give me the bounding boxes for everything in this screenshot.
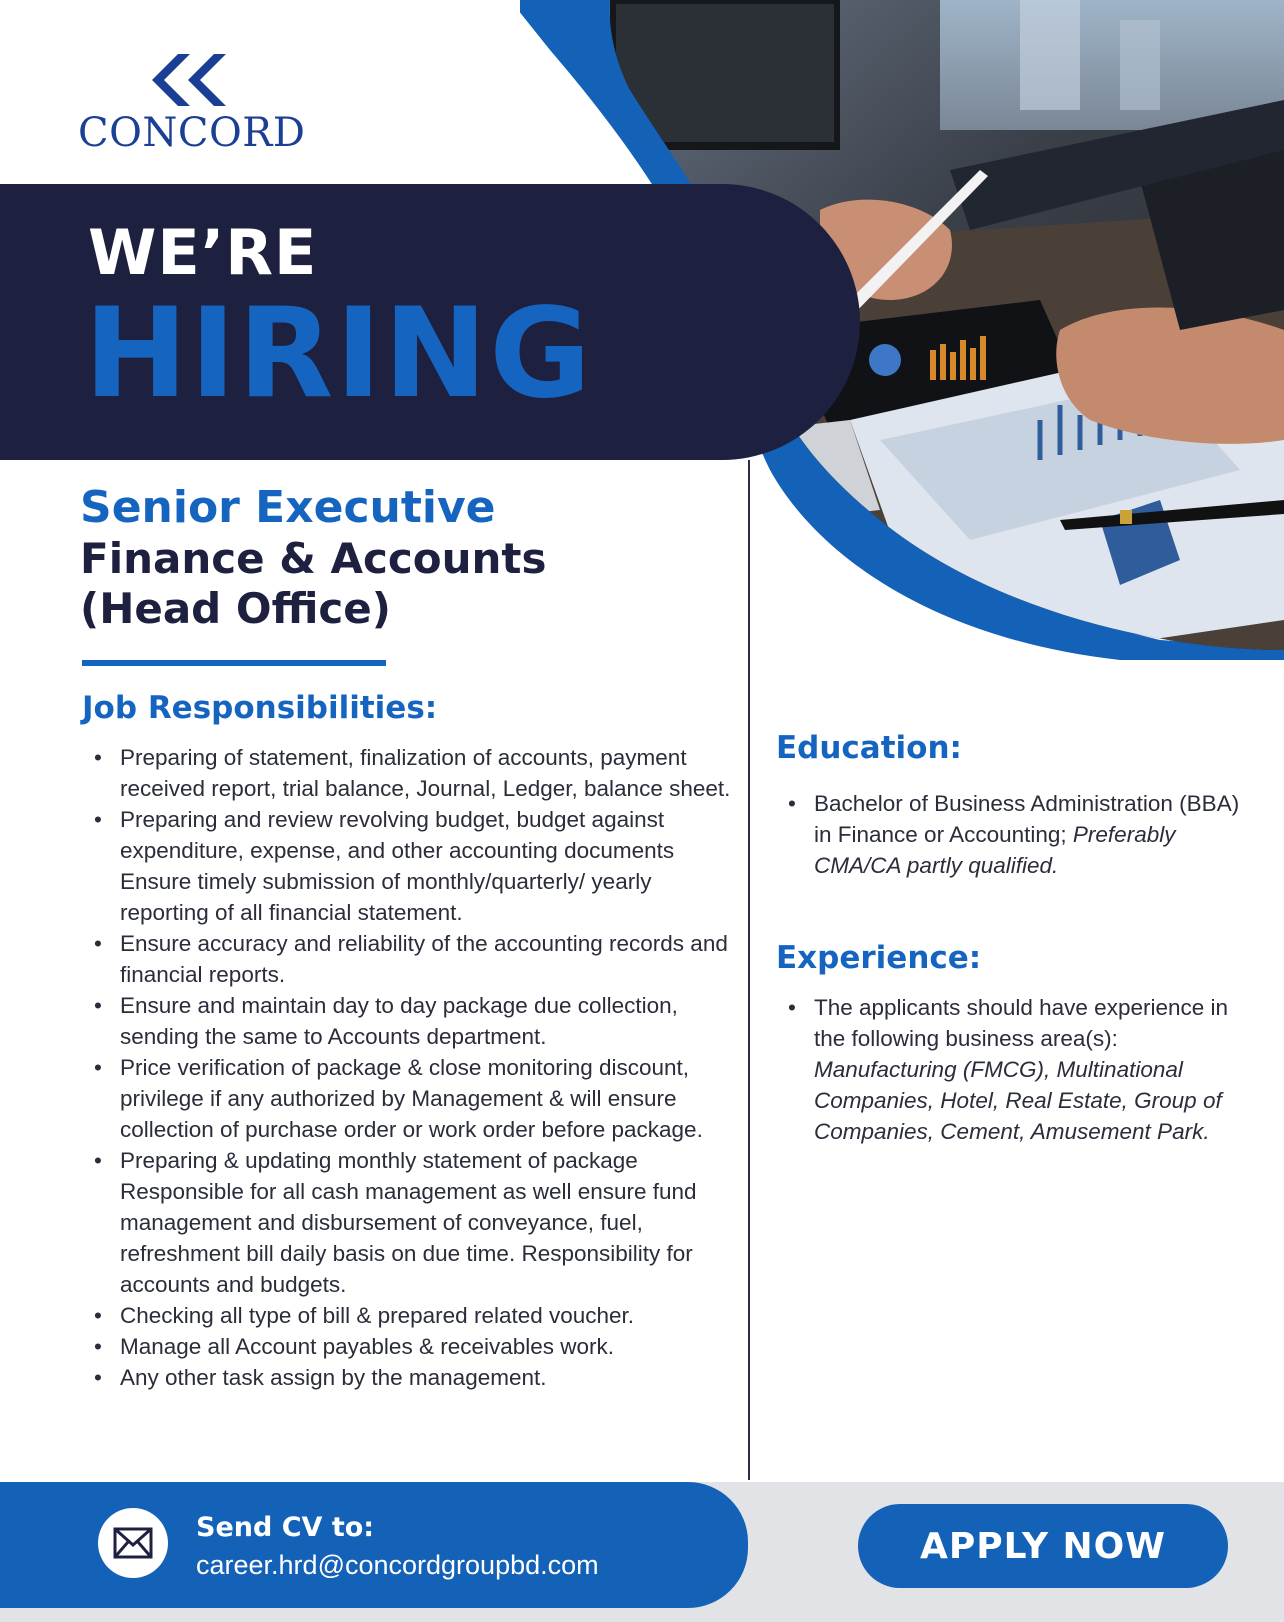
list-item: • Any other task assign by the management. [86,1362,736,1393]
list-item: • Ensure accuracy and reliability of the accounting records and financial reports. [86,928,736,990]
education-list [780,788,1240,881]
job-title-location: (Head Office) [80,584,391,633]
list-item: • Preparing & updating monthly statement of package Responsible for all cash management as well ensure fund management and disbursement of conveyance, fuel, refreshment bill daily basis on due time. Responsibility for accounts and budgets. [86,1145,736,1300]
responsibilities-heading: Job Responsibilities: [82,690,438,726]
list-item: • Price verification of package & close monitoring discount, privilege if any authorized by Management & will ensure collection of purchase order or work order before package. [86,1052,736,1145]
contact-email-link[interactable]: career.hrd@concordgroupbd.com [196,1550,599,1580]
job-title-level: Senior Executive [80,482,496,533]
list-item: • Ensure and maintain day to day package due collection, sending the same to Accounts department. [86,990,736,1052]
education-heading: Education: [776,730,962,766]
mail-badge [98,1508,168,1578]
mail-icon [113,1527,153,1559]
concord-logo-icon [138,52,228,108]
responsibilities-list [86,742,736,1393]
column-divider [748,460,750,1480]
experience-areas: Manufacturing (FMCG), Multinational Companies, Hotel, Real Estate, Group of Companies, Cement, Amusement Park. [814,1057,1222,1144]
company-logo [78,52,306,156]
title-underline [82,660,386,666]
job-title-department: Finance & Accounts [80,534,547,583]
list-item [780,788,1240,881]
banner-line-hiring: HIRING [84,282,594,426]
apply-now-button[interactable]: APPLY NOW [858,1504,1228,1588]
company-name: CONCORD [78,110,306,156]
list-item: • Preparing and review revolving budget, budget against expenditure, expense, and other accounting documents Ensure timely submission of monthly/quarterly/ yearly reporting of all financial statement. [86,804,736,928]
experience-text: The applicants should have experience in the following business area(s): [814,995,1229,1051]
list-item: • Manage all Account payables & receivables work. [86,1331,736,1362]
send-cv-label: Send CV to: [196,1512,375,1543]
experience-heading: Experience: [776,940,982,976]
education-text: Bachelor of Business Administration (BBA) in Finance or Accounting; [814,791,1240,847]
education-preferred: Preferably CMA/CA partly qualified. [814,822,1176,878]
list-item: • Checking all type of bill & prepared related voucher. [86,1300,736,1331]
banner-line-were: WE’RE [88,216,318,289]
list-item [780,992,1240,1147]
experience-list [780,992,1240,1147]
list-item: • Preparing of statement, finalization of accounts, payment received report, trial balance, Journal, Ledger, balance sheet. [86,742,736,804]
